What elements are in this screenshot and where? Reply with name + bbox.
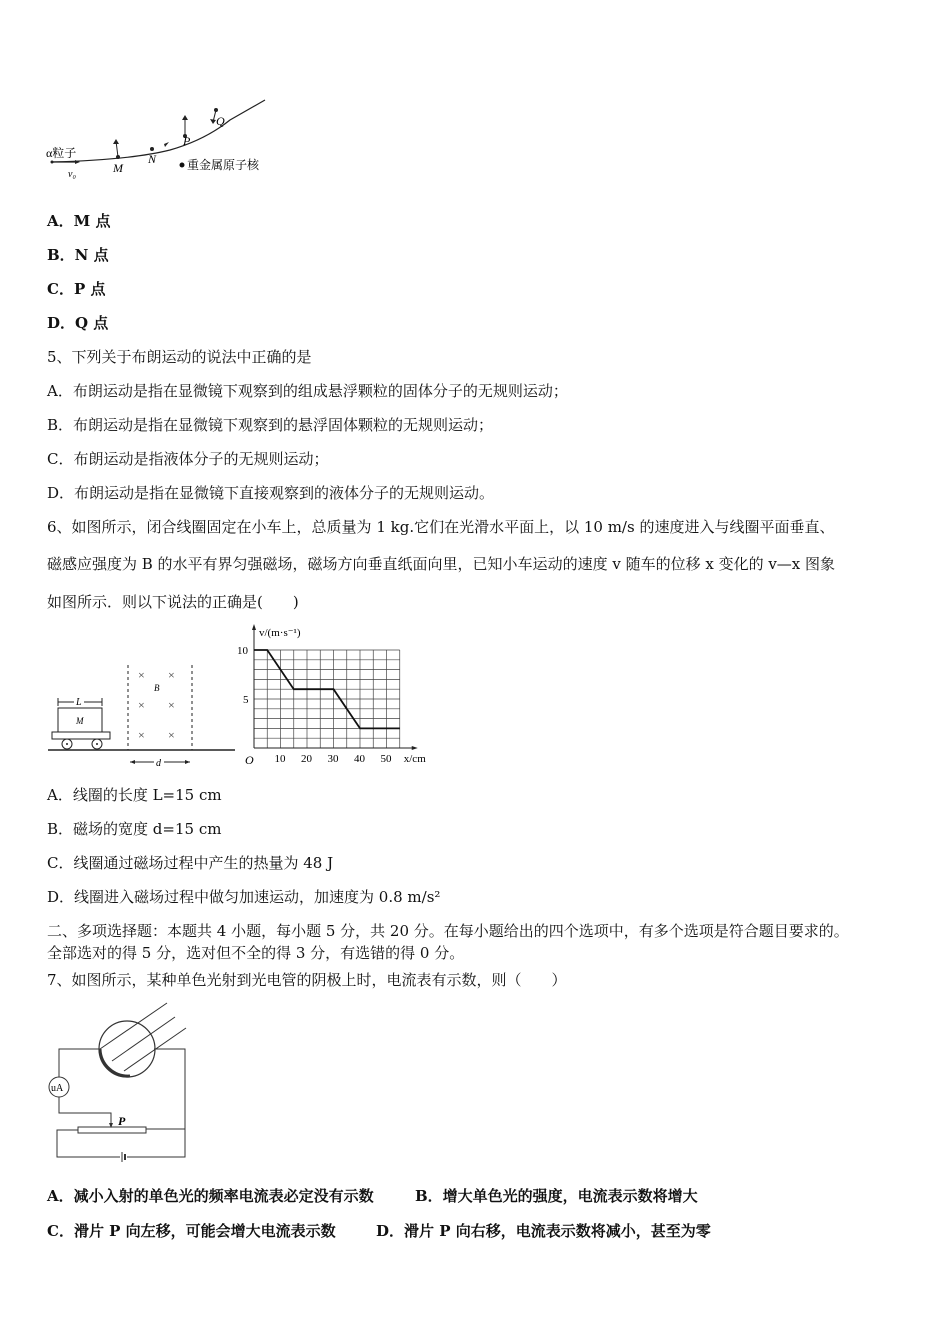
x-tick-label: 40 xyxy=(354,753,365,765)
y-tick-label: 5 xyxy=(243,694,249,706)
nucleus-label: 重金属原子核 xyxy=(187,158,260,172)
q7-option-a[interactable]: A．减小入射的单色光的频率电流表必定没有示数 xyxy=(47,1187,374,1205)
q6-stem-line-2: 磁感应强度为 B 的水平有界匀强磁场，磁场方向垂直纸面向里，已知小车运动的速度 v 随车的位移 x 变化的 v—x 图象 xyxy=(47,555,836,573)
x-tick-label: 10 xyxy=(274,753,286,765)
v0-label: v₀ xyxy=(68,169,76,180)
section-2-line-2: 全部选对的得 5 分，选对但不全的得 3 分，有选错的得 0 分。 xyxy=(47,944,465,962)
microammeter-label: uA xyxy=(51,1083,64,1094)
origin-label: O xyxy=(245,753,254,767)
q7-option-d[interactable]: D．滑片 P 向右移，电流表示数将减小，甚至为零 xyxy=(376,1222,711,1240)
q5-option-b[interactable]: B．布朗运动是指在显微镜下观察到的悬浮固体颗粒的无规则运动； xyxy=(47,416,494,434)
svg-text:×: × xyxy=(138,728,145,742)
q5-option-d[interactable]: D．布朗运动是指在显微镜下直接观察到的液体分子的无规则运动。 xyxy=(47,484,495,502)
coil-length-label: L xyxy=(76,697,82,708)
section-2-line-1: 二、多项选择题：本题共 4 小题，每小题 5 分，共 20 分。在每小题给出的四个选项中，有多个选项是符合题目要求的。 xyxy=(47,922,849,940)
photoelectric-circuit-figure xyxy=(40,995,240,1170)
q4-option-d[interactable]: D．Q 点 xyxy=(47,314,109,332)
svg-text:×: × xyxy=(168,728,175,742)
q7-option-b[interactable]: B．增大单色光的强度，电流表示数将增大 xyxy=(415,1187,698,1205)
x-axis-label: x/cm xyxy=(403,753,426,765)
point-p-label: P xyxy=(183,134,191,148)
x-tick-label: 50 xyxy=(380,753,392,765)
q6-option-c[interactable]: C．线圈通过磁场过程中产生的热量为 48 J xyxy=(47,854,334,872)
q6-option-d[interactable]: D．线圈进入磁场过程中做匀加速运动，加速度为 0.8 m/s² xyxy=(47,888,441,906)
q7-option-c[interactable]: C．滑片 P 向左移，可能会增大电流表示数 xyxy=(47,1222,336,1240)
q5-stem: 5、下列关于布朗运动的说法中正确的是 xyxy=(47,348,312,366)
q5-option-c[interactable]: C．布朗运动是指液体分子的无规则运动； xyxy=(47,450,329,468)
q6-stem-line-1: 6、如图所示，闭合线圈固定在小车上，总质量为 1 kg.它们在光滑水平面上，以 10 m/s 的速度进入与线圈平面垂直、 xyxy=(47,518,835,536)
x-tick-label: 20 xyxy=(301,753,312,765)
x-axis-arrow xyxy=(412,746,418,750)
svg-text:×: × xyxy=(168,698,175,712)
mass-label: M xyxy=(76,716,84,726)
y-axis-label: v/(m·s⁻¹) xyxy=(259,627,301,639)
slider-p-label: P xyxy=(118,1114,126,1128)
q7-stem: 7、如图所示，某种单色光射到光电管的阴极上时，电流表有示数，则（ ） xyxy=(47,971,567,989)
particle-label: α粒子 xyxy=(46,146,77,160)
q6-stem-line-3: 如图所示．则以下说法的正确是( ) xyxy=(47,593,299,611)
q4-option-c[interactable]: C．P 点 xyxy=(47,280,106,298)
q5-option-a[interactable]: A．布朗运动是指在显微镜下观察到的组成悬浮颗粒的固体分子的无规则运动； xyxy=(47,382,568,400)
field-b-label: B xyxy=(154,683,160,693)
q6-option-a[interactable]: A．线圈的长度 L=15 cm xyxy=(47,786,222,804)
field-width-label: d xyxy=(156,758,161,769)
svg-text:×: × xyxy=(138,668,145,682)
point-n-label: N xyxy=(148,152,157,166)
svg-text:×: × xyxy=(168,668,175,682)
x-tick-label: 30 xyxy=(327,753,339,765)
q4-option-b[interactable]: B．N 点 xyxy=(47,246,109,264)
cart-magnetic-field-figure xyxy=(40,620,240,770)
alpha-scattering-figure xyxy=(40,95,280,185)
v-x-graph xyxy=(230,620,440,770)
q4-option-a[interactable]: A．M 点 xyxy=(47,212,111,230)
q6-option-b[interactable]: B．磁场的宽度 d=15 cm xyxy=(47,820,222,838)
point-m-label: M xyxy=(113,161,123,175)
y-tick-label: 10 xyxy=(237,645,248,657)
point-q-label: Q xyxy=(216,114,225,128)
y-axis-arrow xyxy=(252,624,256,630)
svg-text:×: × xyxy=(138,698,145,712)
